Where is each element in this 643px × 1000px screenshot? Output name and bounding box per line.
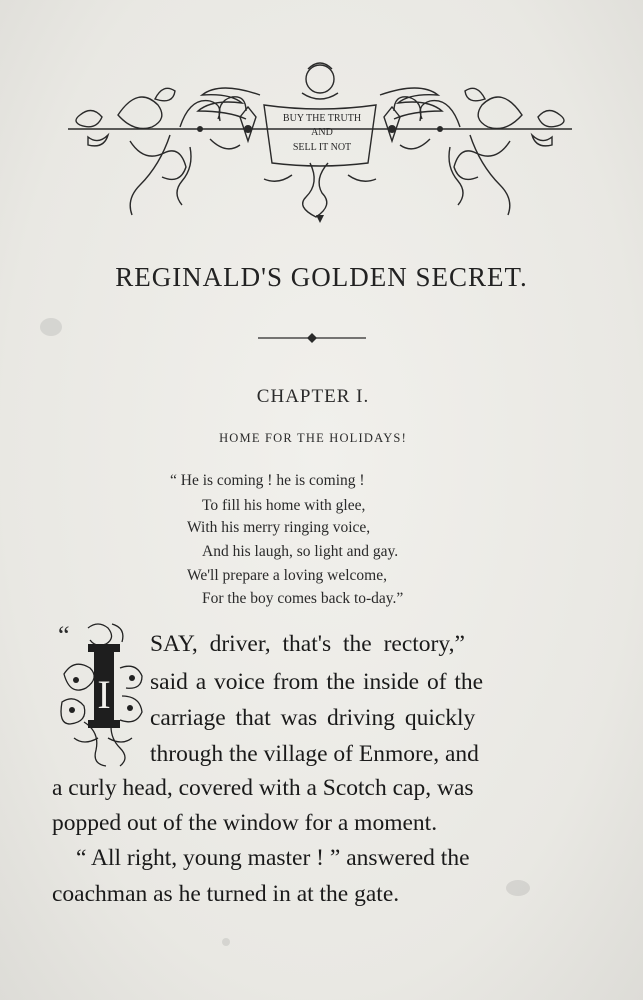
- banner-line-2: AND: [311, 127, 333, 138]
- left-wing-icon: [198, 88, 260, 119]
- chapter-heading: CHAPTER I.: [256, 386, 370, 407]
- right-fleur-icon: [384, 107, 400, 141]
- banner-line-1: BUY THE TRUTH: [282, 113, 362, 124]
- flourish-icon: [88, 624, 112, 645]
- body-line: “ All right, young master ! ” answered the: [76, 845, 470, 871]
- cherub-head-icon: [306, 65, 334, 93]
- verse-line: We'll prepare a loving welcome,: [187, 567, 387, 584]
- left-fleur-icon: [240, 107, 256, 141]
- book-title: REGINALD'S GOLDEN SECRET.: [115, 262, 528, 292]
- decorated-drop-capital: [58, 618, 150, 768]
- chapter-subheading: HOME FOR THE HOLIDAYS!: [219, 431, 407, 445]
- title-divider: [258, 331, 366, 345]
- paper-stain: [506, 880, 530, 896]
- right-flower-icon: [538, 110, 564, 126]
- body-line: carriage that was driving quickly: [150, 705, 476, 731]
- verse-line: With his merry ringing voice,: [187, 519, 371, 536]
- diamond-icon: [307, 333, 317, 343]
- body-line: said a voice from the inside of the: [150, 669, 484, 695]
- body-line: through the village of Enmore, and: [150, 741, 479, 767]
- right-wing-icon: [380, 88, 442, 119]
- verse-line: “ He is coming ! he is coming !: [170, 472, 365, 489]
- paper-stain: [40, 318, 62, 336]
- banner-line-3: SELL IT NOT: [292, 142, 352, 153]
- ornamental-headpiece: [60, 55, 580, 225]
- opening-quote: “: [58, 621, 70, 650]
- paper-stain: [222, 938, 230, 946]
- body-line: SAY, driver, that's the rectory,”: [150, 631, 465, 657]
- verse-line: And his laugh, so light and gay.: [202, 543, 399, 560]
- body-line: a curly head, covered with a Scotch cap, was: [52, 775, 474, 801]
- body-line: coachman as he turned in at the gate.: [52, 881, 400, 907]
- left-flower-icon: [76, 110, 102, 126]
- capital-letter: I: [97, 672, 111, 717]
- verse-line: To fill his home with glee,: [202, 497, 366, 514]
- body-line: popped out of the window for a moment.: [52, 810, 438, 836]
- verse-line: For the boy comes back to-day.”: [202, 590, 404, 607]
